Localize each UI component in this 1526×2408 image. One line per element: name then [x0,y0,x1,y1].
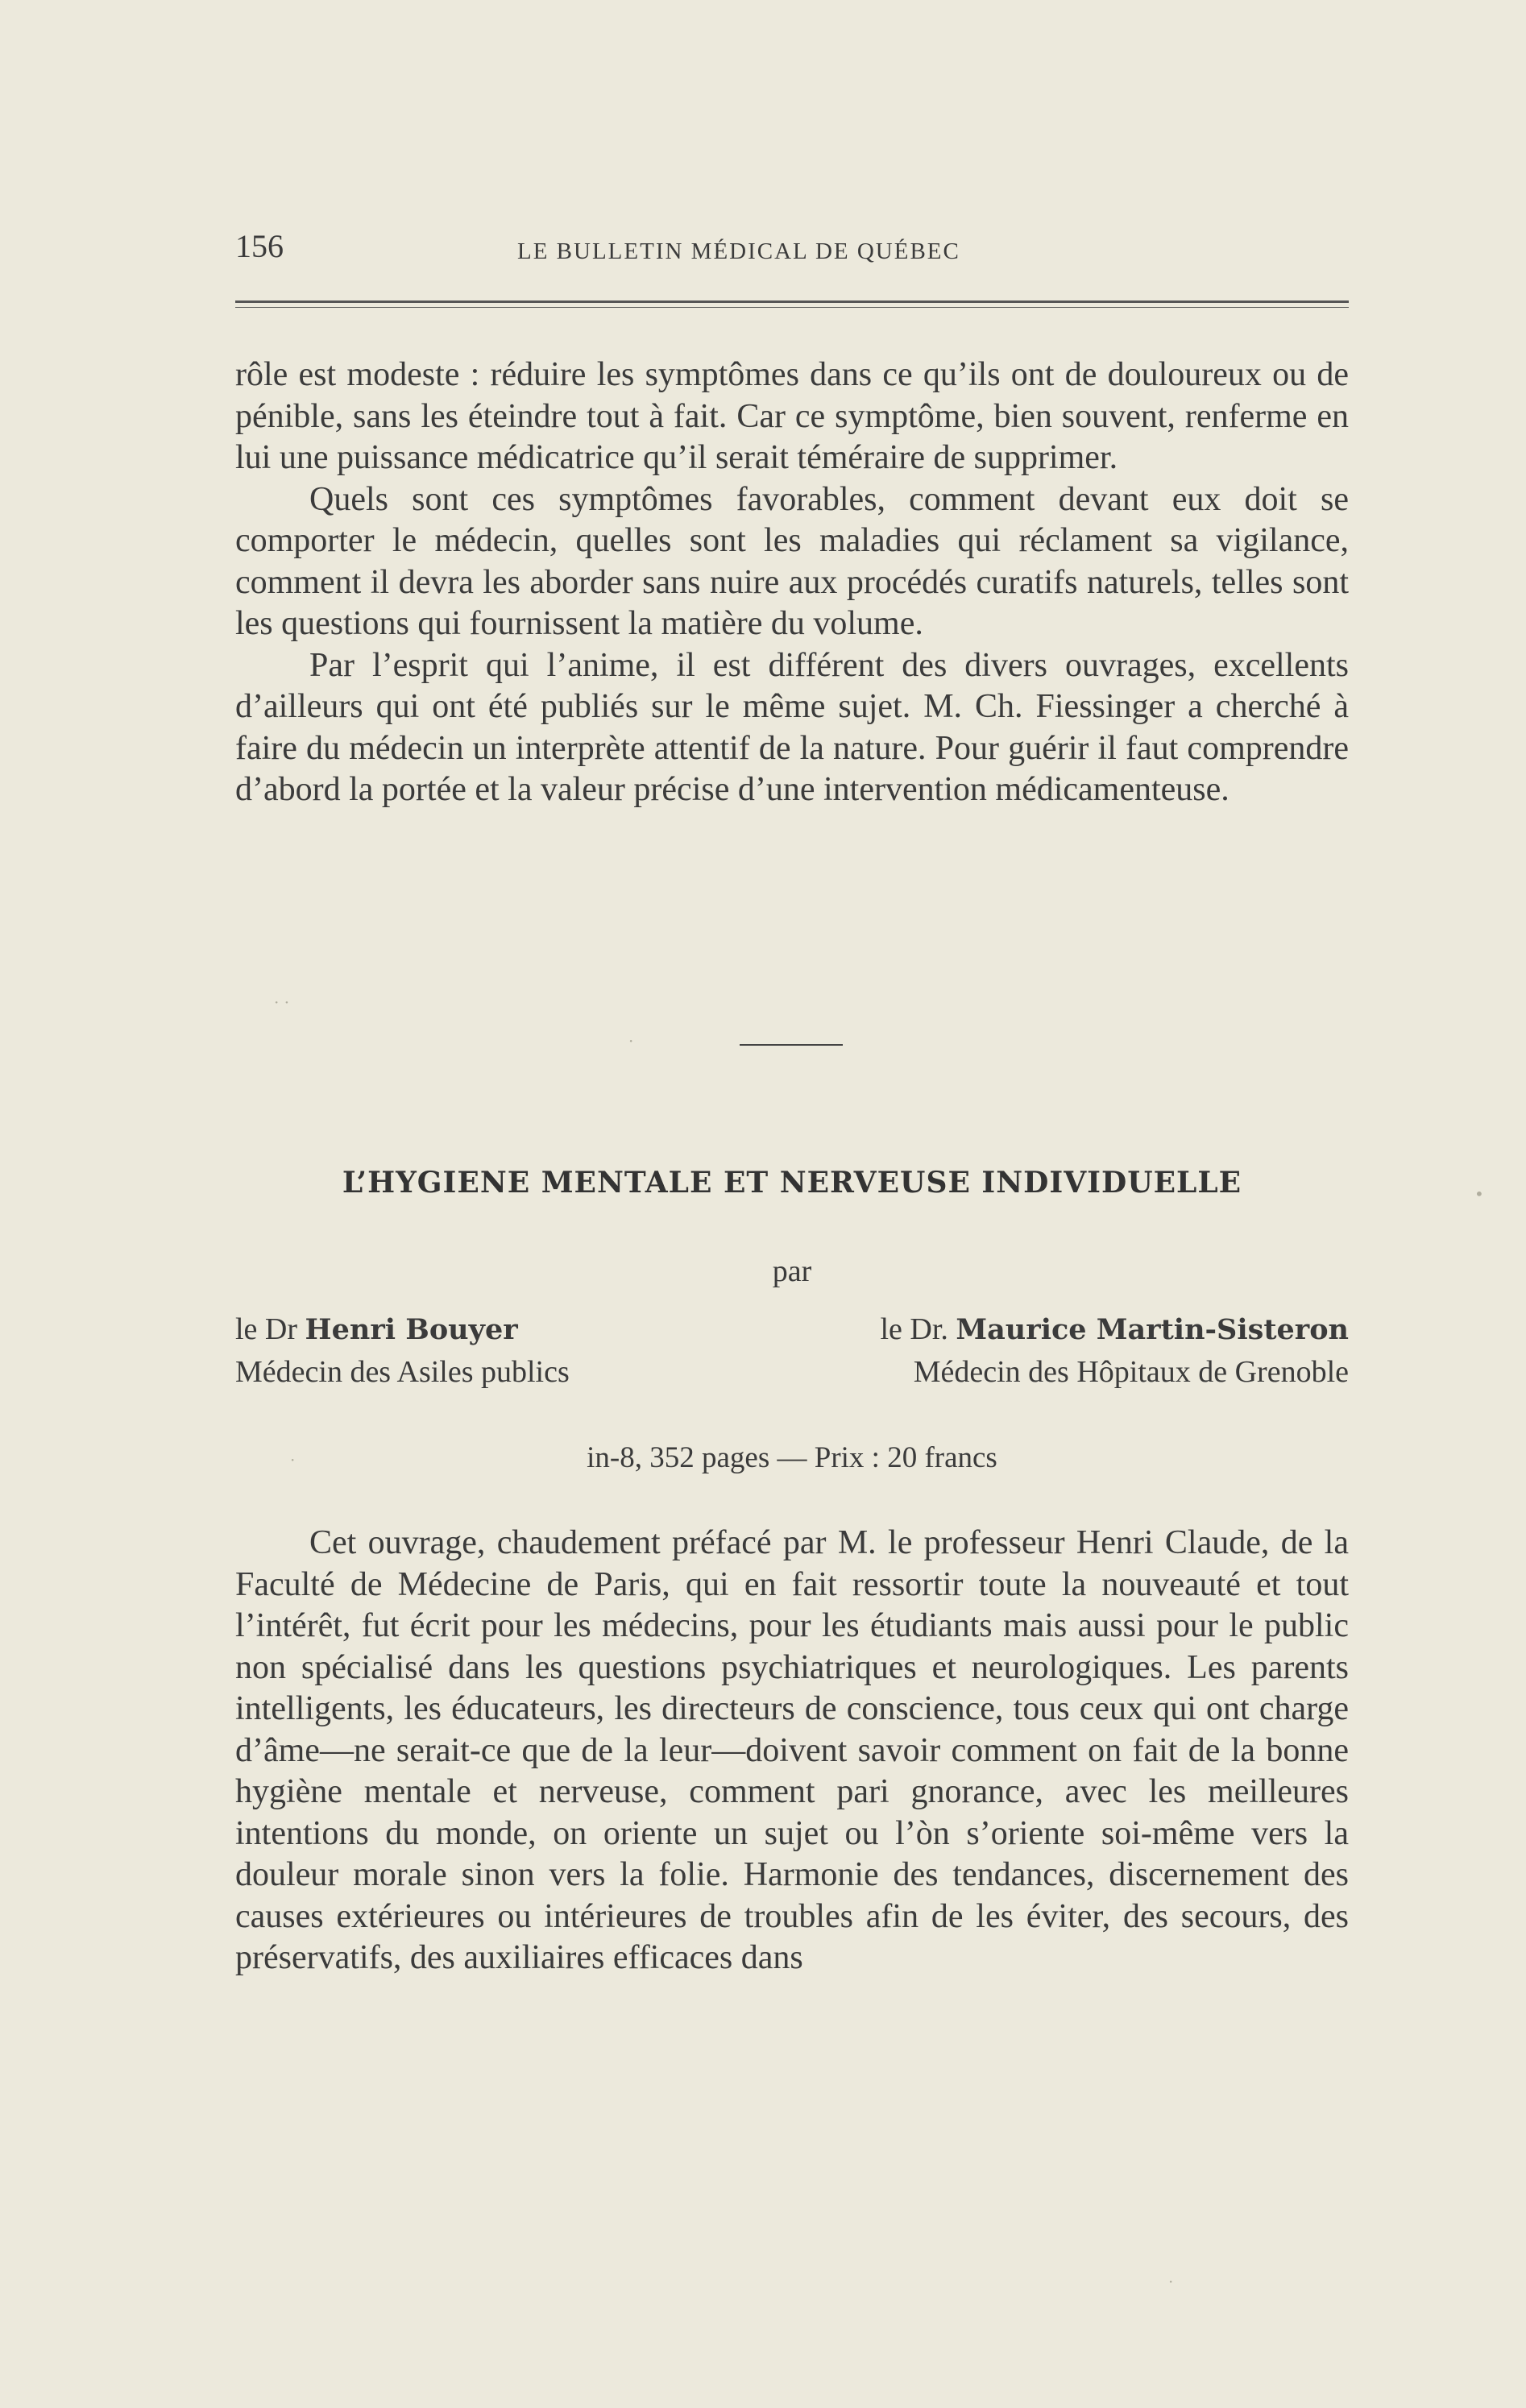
author-left-name: Henri Bouyer [305,1313,518,1346]
paragraph: Cet ouvrage, chaudement préfacé par M. le professeur Henri Claude, de la Faculté de Médecine de Paris, qui en fait ressortir toute la nouveauté et tout l’intérêt, fut écrit pour les médecins, pour les étudiants mais aussi pour le public non spécialisé dans les questions psychiatriques et neurologiques. Les parents intelligents, les éducateurs, les directeurs de conscience, tous ceux qui ont charge d’âme—ne serait-ce que de la leur—doivent savoir comment on fait de la bonne hygiène mentale et nerveuse, comment pari gnorance, avec les meilleures intentions du monde, on oriente un sujet ou l’òn s’oriente soi-même vers la douleur morale sinon vers la folie. Harmonie des tendances, discernement des causes extérieures ou intérieures de troubles afin de les éviter, des secours, des préservatifs, des auxiliaires efficaces dans [235,1524,1349,1976]
author-left-prefix: le Dr [235,1312,298,1346]
author-left-name-line [235,1308,570,1351]
journal-title: LE BULLETIN MÉDICAL DE QUÉBEC [517,238,960,264]
paragraph-continued: rôle est modeste : réduire les symptômes dans ce qu’ils ont de douloureux ou de pénible, sans les éteindre tout à fait. Car ce symptôme, bien souvent, renferme en lui une puissance médicatrice qu’il serait téméraire de supprimer. [235,356,1349,476]
publication-info: in-8, 352 pages — Prix : 20 francs [587,1441,997,1474]
author-left-role: Médecin des Asiles publics [235,1355,570,1389]
previous-review-text [235,354,1349,811]
author-right-name: Maurice Martin-Sisteron [956,1313,1349,1346]
author-right-role: Médecin des Hôpitaux de Grenoble [913,1355,1349,1389]
paper-speck: · [1168,2272,1174,2291]
book-title: L’HYGIENE MENTALE ET NERVEUSE INDIVIDUELLE [342,1166,1242,1200]
running-head [235,227,1349,267]
paragraph: Par l’esprit qui l’anime, il est différent des divers ouvrages, excellents d’ailleurs qui ont été publiés sur le même sujet. M. Ch. Fiessinger a cherché à faire du médecin un interprète attentif de la nature. Pour guérir il faut comprendre d’abord la portée et la valeur précise d’une intervention médicamenteuse. [235,646,1349,808]
paper-speck: · · [274,993,290,1012]
author-left [235,1308,570,1393]
paper-speck: • [1474,1184,1484,1204]
section-divider [740,1044,843,1046]
review-text [235,1523,1349,1979]
paper-speck: · [290,1450,296,1469]
header-rule-thin [235,307,1349,308]
paper-speck: · [628,1031,634,1051]
paragraph: Quels sont ces symptômes favorables, comment devant eux doit se comporter le médecin, quelles sont les maladies qui réclament sa vigilance, comment il devra les aborder sans nuire aux procédés curatifs naturels, telles sont les questions qui fournissent la matière du volume. [235,480,1349,642]
byline-par: par [772,1254,812,1288]
author-right-name-line [880,1308,1349,1351]
page-number: 156 [235,228,284,264]
author-right [880,1308,1349,1393]
author-right-prefix: le Dr. [880,1312,948,1346]
header-rule-thick [235,300,1349,303]
